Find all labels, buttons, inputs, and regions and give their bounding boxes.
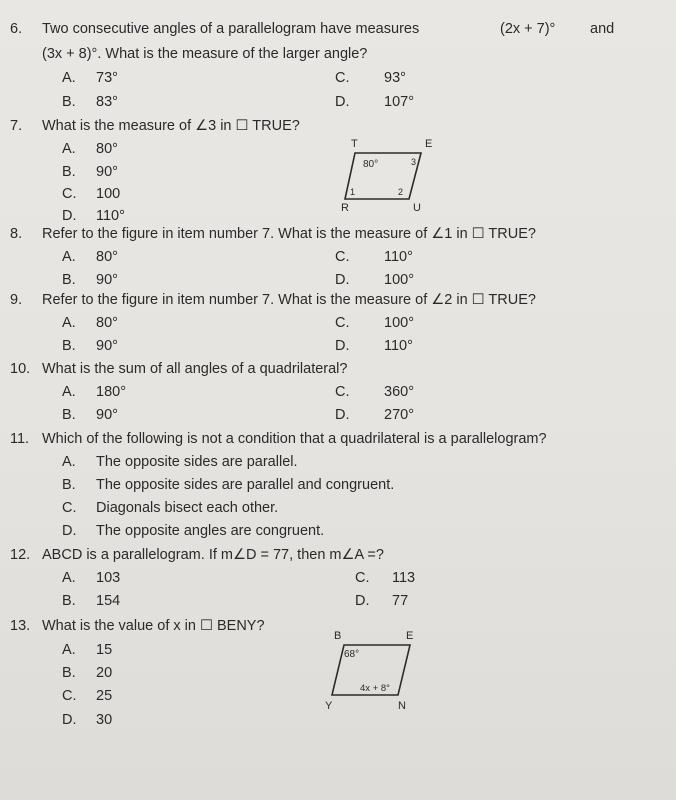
q11-option-c-letter: C. xyxy=(62,500,77,516)
q12-option-d: 77 xyxy=(392,593,409,609)
q11-option-a-letter: A. xyxy=(62,454,76,470)
q9-text: Refer to the figure in item number 7. What is the measure of ∠2 in ☐ TRUE? xyxy=(42,292,536,308)
q9-option-c-letter: C. xyxy=(335,315,350,331)
q13-option-a-letter: A. xyxy=(62,642,76,658)
q6-option-c-letter: C. xyxy=(335,70,350,86)
q13-option-c: 25 xyxy=(96,688,113,704)
q10-option-d-letter: D. xyxy=(335,407,350,423)
vertex-u-label: U xyxy=(413,202,421,214)
q11-option-b: The opposite sides are parallel and congruent. xyxy=(96,477,395,493)
q10-option-c: 360° xyxy=(384,384,414,400)
q9-option-a-letter: A. xyxy=(62,315,76,331)
q13-text: What is the value of x in ☐ BENY? xyxy=(42,618,265,634)
vertex-b-label: B xyxy=(334,630,342,642)
q6-text: Two consecutive angles of a parallelogram have measures xyxy=(42,21,420,37)
q7-option-a: 80° xyxy=(96,141,118,157)
angle-1-label: 1 xyxy=(350,187,356,197)
vertex-r-label: R xyxy=(341,202,349,214)
q9-option-c: 100° xyxy=(384,315,414,331)
q10-option-b: 90° xyxy=(96,407,118,423)
q6-number: 6. xyxy=(10,21,23,37)
q8-number: 8. xyxy=(10,226,23,242)
q7-option-c: 100 xyxy=(96,186,121,202)
parallelogram-true-shape xyxy=(345,153,421,199)
q8-text: Refer to the figure in item number 7. What is the measure of ∠1 in ☐ TRUE? xyxy=(42,226,536,242)
q13-option-a: 15 xyxy=(96,642,113,658)
angle-68-label: 68° xyxy=(344,649,360,660)
q13-option-d-letter: D. xyxy=(62,712,77,728)
q10-option-d: 270° xyxy=(384,407,414,423)
parallelogram-true-figure xyxy=(335,135,445,215)
q6-option-b: 83° xyxy=(96,94,118,110)
q6-option-a: 73° xyxy=(96,70,118,86)
q7-option-a-letter: A. xyxy=(62,141,76,157)
q13-option-b: 20 xyxy=(96,665,113,681)
q8-option-a: 80° xyxy=(96,249,118,265)
q7-option-b-letter: B. xyxy=(62,164,76,180)
q12-option-a-letter: A. xyxy=(62,570,76,586)
vertex-e-label: E xyxy=(425,138,433,150)
q6-and: and xyxy=(590,21,615,37)
vertex-y-label: Y xyxy=(325,700,333,712)
vertex-t-label: T xyxy=(351,138,358,150)
q8-option-d-letter: D. xyxy=(335,272,350,288)
q12-option-b: 154 xyxy=(96,593,121,609)
q11-option-b-letter: B. xyxy=(62,477,76,493)
q10-option-c-letter: C. xyxy=(335,384,350,400)
q6-option-c: 93° xyxy=(384,70,406,86)
q6-option-d-letter: D. xyxy=(335,94,350,110)
q13-option-d: 30 xyxy=(96,712,113,728)
q6-text-line2: (3x + 8)°. What is the measure of the larger angle? xyxy=(42,46,368,62)
q7-option-d: 110° xyxy=(96,208,125,224)
q13-option-c-letter: C. xyxy=(62,688,77,704)
vertex-e-label: E xyxy=(406,630,414,642)
vertex-n-label: N xyxy=(398,700,406,712)
q9-option-b-letter: B. xyxy=(62,338,76,354)
q11-option-d: The opposite angles are congruent. xyxy=(96,523,325,539)
angle-2-label: 2 xyxy=(398,187,404,197)
q6-expression: (2x + 7)° xyxy=(500,21,556,37)
parallelogram-beny-figure xyxy=(322,625,432,715)
q11-text: Which of the following is not a condition that a quadrilateral is a parallelogram? xyxy=(42,431,547,447)
q11-option-c: Diagonals bisect each other. xyxy=(96,500,279,516)
q9-option-b: 90° xyxy=(96,338,118,354)
q11-option-a: The opposite sides are parallel. xyxy=(96,454,298,470)
q9-number: 9. xyxy=(10,292,23,308)
q9-option-d: 110° xyxy=(384,338,413,354)
q6-option-d: 107° xyxy=(384,94,414,110)
q11-option-d-letter: D. xyxy=(62,523,77,539)
q12-option-b-letter: B. xyxy=(62,593,76,609)
q6-option-a-letter: A. xyxy=(62,70,76,86)
q10-text: What is the sum of all angles of a quadrilateral? xyxy=(42,361,348,377)
q7-option-b: 90° xyxy=(96,164,118,180)
q6-option-b-letter: B. xyxy=(62,94,76,110)
q8-option-a-letter: A. xyxy=(62,249,76,265)
q8-option-d: 100° xyxy=(384,272,414,288)
angle-expression-label: 4x + 8° xyxy=(360,683,390,694)
q7-text: What is the measure of ∠3 in ☐ TRUE? xyxy=(42,118,300,134)
q8-option-c-letter: C. xyxy=(335,249,350,265)
q13-number: 13. xyxy=(10,618,31,634)
q12-number: 12. xyxy=(10,547,31,563)
q11-number: 11. xyxy=(10,431,30,447)
q9-option-a: 80° xyxy=(96,315,118,331)
q7-option-c-letter: C. xyxy=(62,186,77,202)
q10-option-b-letter: B. xyxy=(62,407,76,423)
q8-option-b: 90° xyxy=(96,272,118,288)
q10-option-a-letter: A. xyxy=(62,384,76,400)
q7-option-d-letter: D. xyxy=(62,208,77,224)
q12-option-d-letter: D. xyxy=(355,593,370,609)
q8-option-b-letter: B. xyxy=(62,272,76,288)
angle-80-label: 80° xyxy=(363,159,379,170)
q12-text: ABCD is a parallelogram. If m∠D = 77, then m∠A =? xyxy=(42,547,384,563)
q9-option-d-letter: D. xyxy=(335,338,350,354)
q10-number: 10. xyxy=(10,361,31,377)
q12-option-c: 113 xyxy=(392,570,416,586)
q7-number: 7. xyxy=(10,118,23,134)
q13-option-b-letter: B. xyxy=(62,665,76,681)
q8-option-c: 110° xyxy=(384,249,413,265)
q10-option-a: 180° xyxy=(96,384,126,400)
q12-option-a: 103 xyxy=(96,570,121,586)
angle-3-label: 3 xyxy=(411,157,417,167)
q12-option-c-letter: C. xyxy=(355,570,370,586)
